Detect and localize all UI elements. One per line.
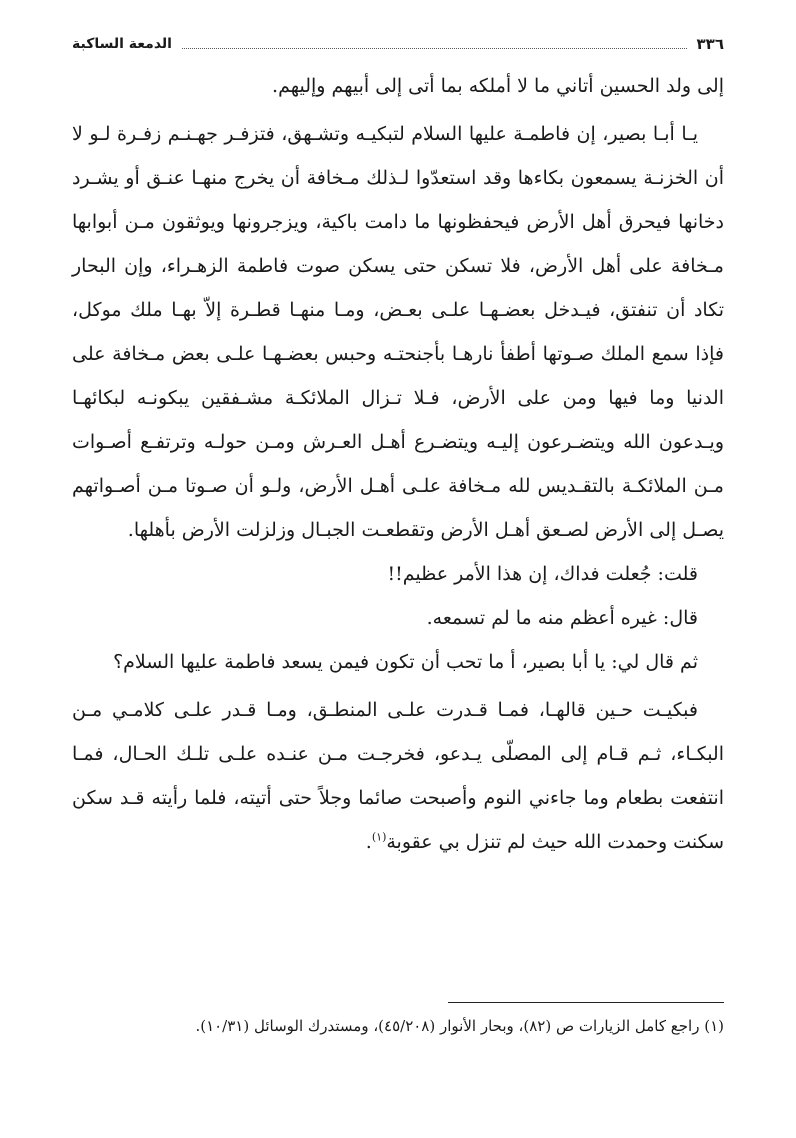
footnote-reference: (١) (371, 830, 387, 844)
paragraph-2: يـا أبـا بصير، إن فاطمـة عليها السلام لتبكيـه وتشـهق، فتزفـر جهـنـم زفـرة لـو لا أن الخزنـة يسمعون بكاءها وقد استعدّوا لـذلك مـخافة أن يخرج منهـا عنـق أو يشـرد دخانها فيحرق أهل الأرض فيحفظونها ما دامت باكية، ويزجرونها ويوثقون مـن أبوابها مـخافة على أهل الأرض، فلا تسكن حتى يسكن صوت فاطمة الزهـراء، وإن البحار تكاد أن تنفتق، فيـدخل بعضـهـا علـى بعـض، ومـا منهـا قطـرة إلاّ بهـا ملك موكل، فإذا سمع الملك صـوتها أطفأ نارهـا بأجنحتـه وحبس بعضـهـا علـى بعض مـخافة على الدنيا وما فيها ومن على الأرض، فـلا تـزال الملائكـة مشـفقين يبكونـه لبكائهـا ويـدعون الله ويتضـرعون إليـه ويتضـرع أهـل العـرش ومـن حولـه وترتفـع أصـوات مـن الملائكـة بالتقـديس لله مـخافة علـى أهـل الأرض، ولـو أن صـوتا مـن أصـواتهم يصـل إلى الأرض لصـعق أهـل الأرض وتقطعـت الجبـال وزلزلت الأرض بأهلها. (72, 123, 724, 541)
paragraph-4: قال: غيره أعظم منه ما لم تسمعه. (426, 607, 698, 629)
header-dotted-rule (182, 48, 687, 49)
running-title: الدمعة الساكبة (72, 36, 172, 52)
paragraph-1: إلى ولد الحسين أتاني ما لا أملكه بما أتى إلى أبيهم وإليهم. (272, 75, 724, 97)
paragraph-6-text: فبكيـت حـين قالهـا، فمـا قـدرت علـى المنطـق، ومـا قـدر علـى كلامـي مـن البكـاء، ثـم قـام إلى المصلّى يـدعو، فخرجـت مـن عنـده علـى تلـك الحـال، فمـا انتفعت بطعام وما جاءني النوم وأصبحت صائما وجلاً حتى أتيته، فلما رأيته قـد سكن سكنت وحمدت الله حيث لم تنزل بي عقوبة (72, 699, 724, 853)
paragraph-5: ثم قال لي: يا أبا بصير، أ ما تحب أن تكون فيمن يسعد فاطمة عليها السلام؟ (113, 651, 698, 673)
paragraph-6 (72, 688, 724, 864)
page-header (72, 32, 724, 56)
paragraph-3: قلت: جُعلت فداك، إن هذا الأمر عظيم!! (387, 563, 698, 585)
page-body (72, 64, 724, 864)
paragraph-6-end: . (365, 831, 372, 853)
footnote-separator (448, 1002, 724, 1003)
page-number: ٣٣٦ (696, 35, 724, 53)
footnote: (١) راجع كامل الزيارات ص (٨٢)، وبحار الأنوار (٤٥/٢٠٨)، ومستدرك الوسائل (١٠/٣١). (195, 1017, 724, 1035)
